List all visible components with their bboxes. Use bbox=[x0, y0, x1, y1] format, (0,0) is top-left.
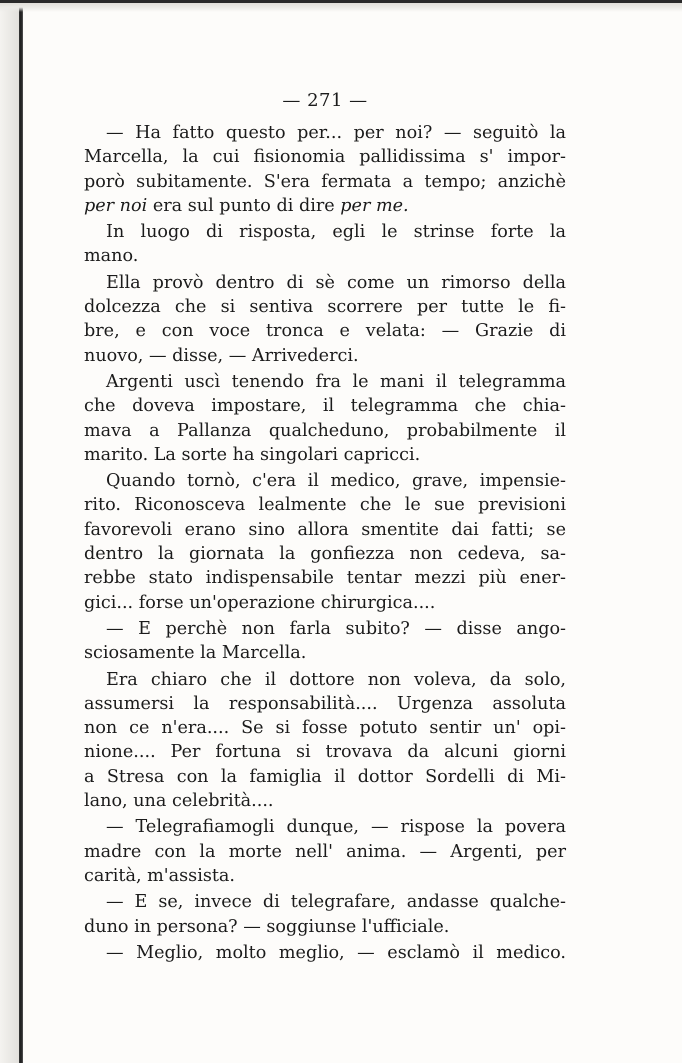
page-number: — 271 — bbox=[282, 90, 368, 111]
binding-edge bbox=[19, 0, 23, 1063]
binding-shadow bbox=[0, 0, 19, 1063]
text-line: — E perchè non farla subito? — disse ango- bbox=[106, 618, 566, 639]
text-line: Ella provò dentro di sè come un rimorso della bbox=[106, 272, 566, 293]
text-line: porò subitamente. S'era fermata a tempo; anzichè bbox=[84, 171, 566, 192]
text-line: nione.... Per fortuna si trovava da alcuni giorni bbox=[84, 742, 566, 763]
text-line: mano. bbox=[84, 246, 139, 267]
text-line: gici... forse un'operazione chirurgica.... bbox=[84, 592, 436, 613]
text-line: Era chiaro che il dottore non voleva, da solo, bbox=[106, 669, 566, 690]
text-line: Marcella, la cui fisionomia pallidissima s' impor- bbox=[84, 147, 566, 168]
page-text bbox=[84, 86, 566, 965]
text-line: nuovo, — disse, — Arrivederci. bbox=[84, 345, 359, 366]
text-line: — E se, invece di telegrafare, andasse qualche- bbox=[106, 892, 566, 913]
text-line: marito. La sorte ha singolari capricci. bbox=[84, 444, 421, 465]
italic-per-noi: per noi bbox=[84, 195, 148, 216]
text-line: — Ha fatto questo per... per noi? — seguitò la bbox=[106, 123, 566, 143]
top-edge bbox=[0, 0, 682, 3]
text-line: bre, e con voce tronca e velata: — Grazie di bbox=[84, 321, 566, 342]
text-line: non ce n'era.... Se si fosse potuto sentir un' opi- bbox=[84, 718, 566, 739]
text-line: lano, una celebrità.... bbox=[84, 791, 274, 812]
text-line: che doveva impostare, il telegramma che chia- bbox=[84, 396, 566, 417]
text-line: dentro la giornata la gonfiezza non cedeva, sa- bbox=[84, 544, 566, 565]
text-line: — Meglio, molto meglio, — esclamò il medico. bbox=[106, 942, 566, 963]
text-line: assumersi la responsabilità.... Urgenza assoluta bbox=[84, 693, 566, 714]
text-line: rito. Riconosceva lealmente che le sue previsioni bbox=[84, 495, 566, 516]
text-line: duno in persona? — soggiunse l'ufficiale. bbox=[84, 916, 450, 937]
text-line: dolcezza che si sentiva scorrere per tutte le fi- bbox=[84, 297, 566, 318]
text-line bbox=[84, 194, 566, 218]
text-line: rebbe stato indispensabile tentar mezzi più ener- bbox=[84, 568, 566, 589]
text-line: favorevoli erano sino allora smentite dai fatti; se bbox=[84, 519, 566, 540]
text-line: In luogo di risposta, egli le strinse forte la bbox=[106, 222, 566, 243]
italic-per-me: per me. bbox=[340, 195, 409, 216]
text-line: carità, m'assista. bbox=[84, 865, 235, 886]
text-line: madre con la morte nell' anima. — Argenti, per bbox=[84, 841, 566, 862]
text-line: — Telegrafiamogli dunque, — rispose la povera bbox=[106, 817, 566, 838]
text-line: sciosamente la Marcella. bbox=[84, 643, 307, 664]
text-fragment: era sul punto di dire bbox=[152, 195, 335, 216]
text-line: Argenti uscì tenendo fra le mani il telegramma bbox=[106, 371, 566, 392]
text-line: a Stresa con la famiglia il dottor Sordelli di Mi- bbox=[84, 766, 566, 787]
text-line: mava a Pallanza qualcheduno, probabilmente il bbox=[84, 420, 566, 441]
text-line: Quando tornò, c'era il medico, grave, impensie- bbox=[106, 471, 566, 492]
